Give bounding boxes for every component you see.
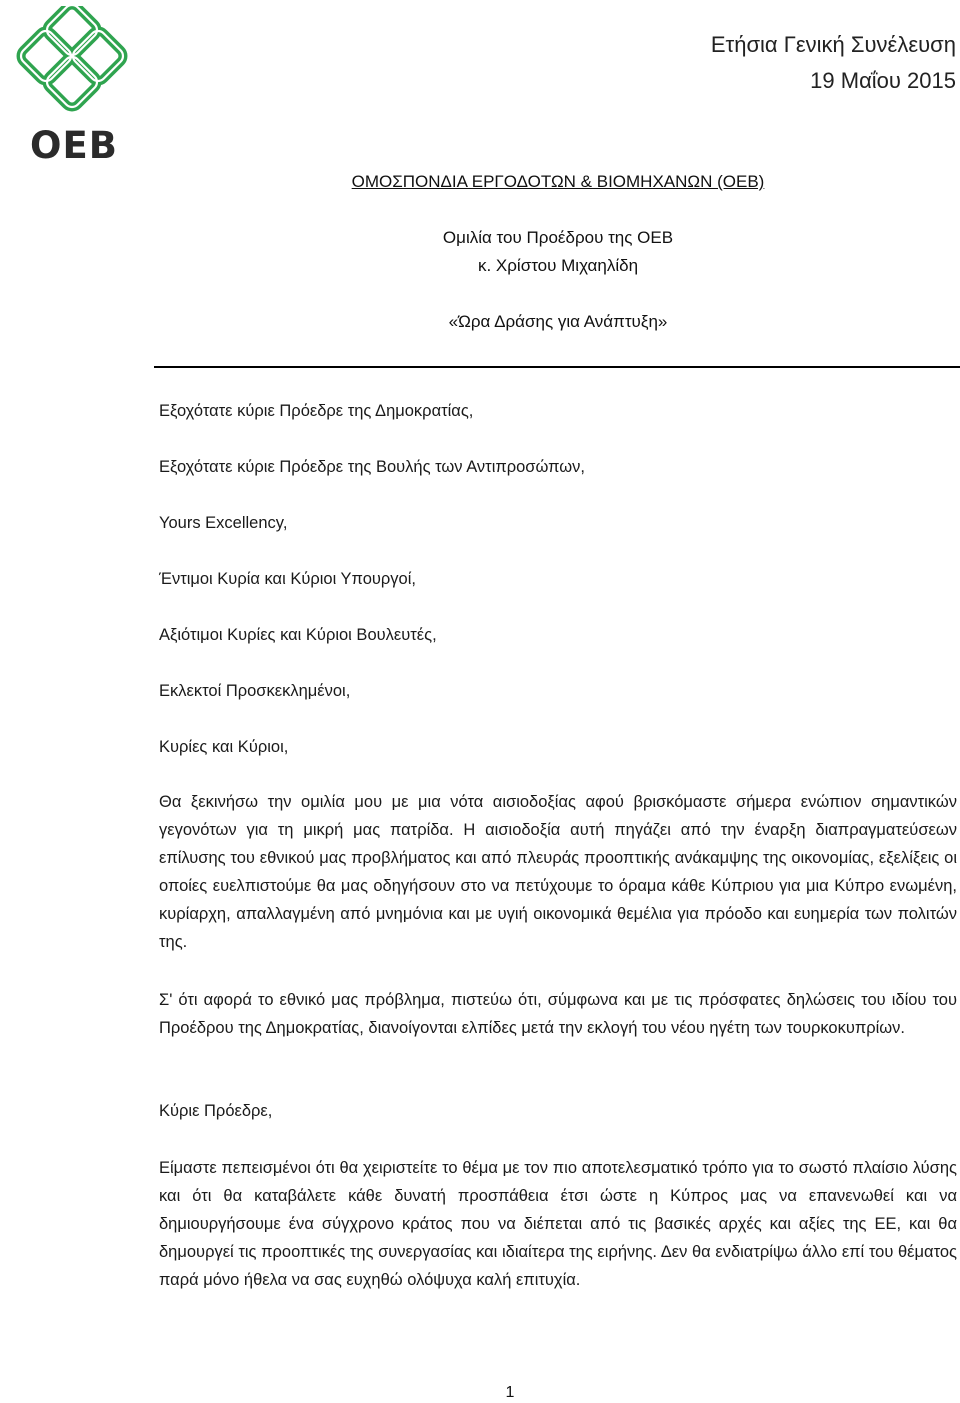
body-paragraph: Σ' ότι αφορά το εθνικό μας πρόβλημα, πιστεύω ότι, σύμφωνα και με τις πρόσφατες δηλώσεις του ιδίου του Προέδρου της Δημοκρατίας, διανοίγονται ελπίδες μετά την εκλογή του νέου ηγέτη των τουρκοκυπρίων.	[159, 991, 957, 1037]
organization-name: ΟΜΟΣΠΟΝΔΙΑ ΕΡΓΟΔΟΤΩΝ & ΒΙΟΜΗΧΑΝΩΝ (ΟΕΒ)	[351, 172, 765, 191]
speaker-name: κ. Χρίστου Μιχαηλίδη	[477, 256, 639, 275]
greeting-line: Εξοχότατε κύριε Πρόεδρε της Βουλής των Αντιπροσώπων,	[159, 458, 586, 476]
speech-title: «Ώρα Δράσης για Ανάπτυξη»	[448, 312, 668, 331]
logo-text: ΟΕΒ	[30, 124, 118, 167]
greeting-line: Εξοχότατε κύριε Πρόεδρε της Δημοκρατίας,	[159, 402, 474, 420]
address-line: Κύριε Πρόεδρε,	[159, 1102, 273, 1120]
body-paragraph: Θα ξεκινήσω την ομιλία μου με μια νότα αισιοδοξίας αφού βρισκόμαστε σήμερα ενώπιον σημαντικών γεγονότων για τη μικρή μας πατρίδα. Η αισιοδοξία αυτή πηγάζει από την έναρξη διαπραγματεύσεων επίλυσης του εθνικού μας προβλήματος και από πλευράς προοπτικής ανάκαμψης της οικονομίας, εξελίξεις οι οποίες ευελπιστούμε θα μας οδηγήσουν στο να πετύχουμε το όραμα κάθε Κύπριου για μια Κύπρο ενωμένη, κυρίαρχη, απαλλαγμένη από μνημόνια και με υγιή οικονομικά θεμέλια για πρόοδο και ευημερία των πολιτών της.	[159, 793, 957, 951]
event-date: 19 Μαΐου 2015	[810, 68, 956, 93]
greeting-line: Έντιμοι Κυρία και Κύριοι Υπουργοί,	[159, 570, 416, 588]
speech-by: Ομιλία του Προέδρου της ΟΕΒ	[442, 228, 674, 247]
body-paragraph: Είμαστε πεπεισμένοι ότι θα χειριστείτε το θέμα με τον πιο αποτελεσματικό τρόπο για το σωστό πλαίσιο λύσης και ότι θα καταβάλετε κάθε δυνατή προσπάθεια έτσι ώστε η Κύπρος μας να επανενωθεί και να δημιουργήσουμε ένα σύγχρονο κράτος που να διέπεται από τις βασικές αρχές και αξίες της ΕΕ, και θα δημουργεί τις προοπτικές της συνεργασίας και ιδιαίτερα της ειρήνης. Δεν θα ενδιατρίψω άλλο επί του θέματος παρά μόνο ήθελα να σας ευχηθώ ολόψυχα καλή επιτυχία.	[159, 1159, 957, 1289]
greeting-line: Yours Excellency,	[159, 514, 288, 532]
page-number: 1	[505, 1384, 515, 1401]
greeting-line: Εκλεκτοί Προσκεκλημένοι,	[159, 682, 351, 700]
oeb-logo	[8, 6, 136, 167]
greeting-line: Κυρίες και Κύριοι,	[159, 738, 289, 756]
title-divider	[154, 366, 960, 368]
greeting-line: Αξιότιμοι Κυρίες και Κύριοι Βουλευτές,	[159, 626, 437, 644]
oeb-knot-icon	[8, 6, 136, 118]
event-title: Ετήσια Γενική Συνέλευση	[710, 32, 956, 57]
